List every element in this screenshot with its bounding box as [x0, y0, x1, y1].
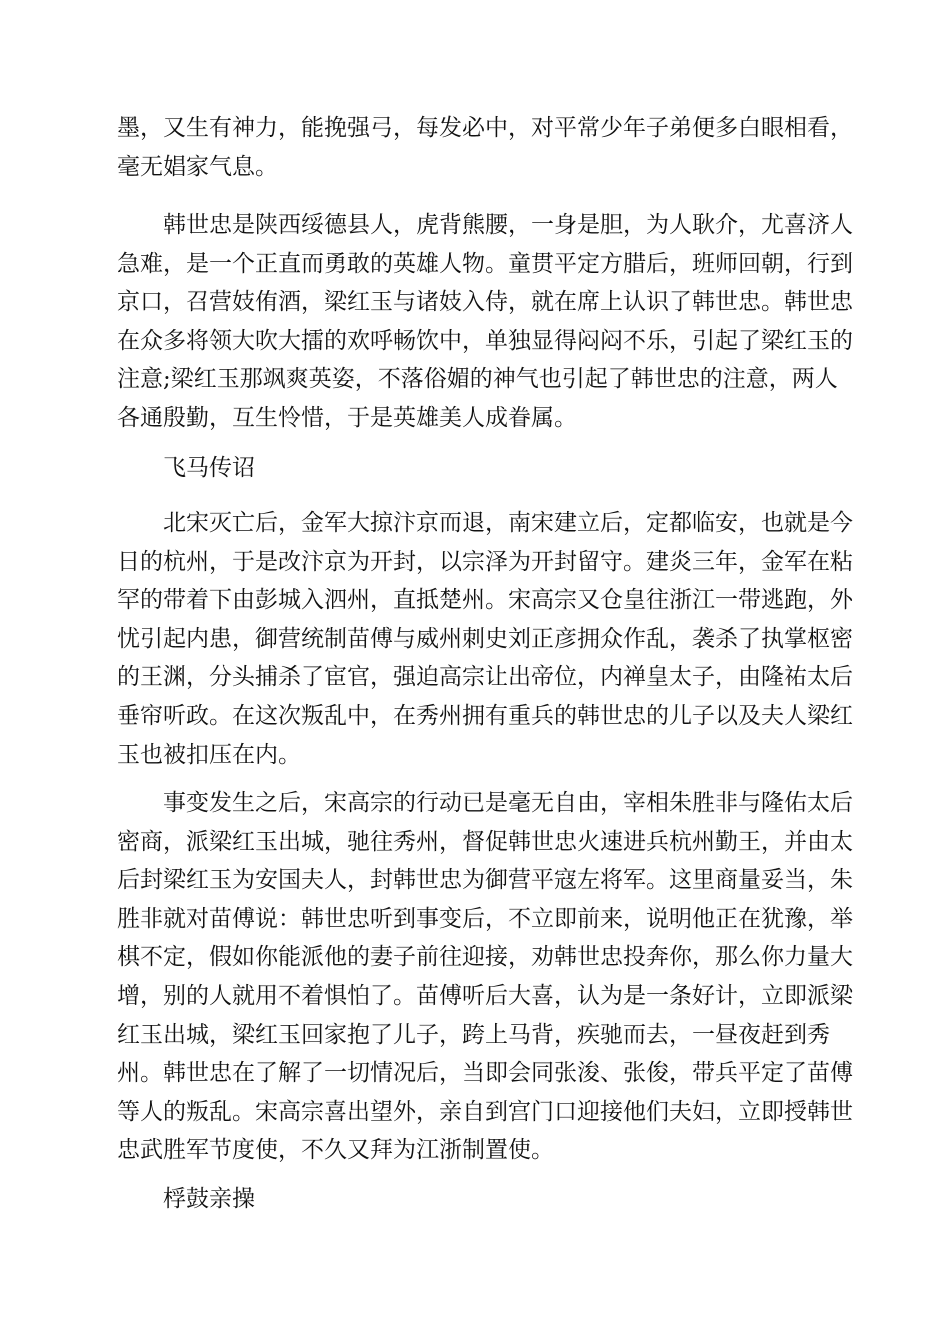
- text-line: 京口，召营妓侑酒，梁红玉与诸妓入侍，就在席上认识了韩世忠。韩世忠: [117, 289, 853, 316]
- text-line: 等人的叛乱。宋高宗喜出望外，亲自到宫门口迎接他们夫妇，立即授韩世: [117, 1098, 853, 1125]
- text-line: 棋不定，假如你能派他的妻子前往迎接，劝韩世忠投奔你，那么你力量大: [117, 944, 853, 971]
- text-line: 红玉出城，梁红玉回家抱了儿子，跨上马背，疾驰而去，一昼夜赶到秀: [117, 1021, 830, 1048]
- text-line: 的王渊，分头捕杀了宦官，强迫高宗让出帝位，内禅皇太子，由隆祐太后: [117, 664, 853, 691]
- text-line: 墨，又生有神力，能挽强弓，每发必中，对平常少年子弟便多白眼相看，: [117, 115, 853, 141]
- text-line: 事变发生之后，宋高宗的行动已是毫无自由，宰相朱胜非与隆佑太后: [117, 790, 853, 816]
- paragraph-northern-song: [117, 504, 853, 774]
- text-line: 毫无娼家气息。: [117, 153, 278, 180]
- text-line: 注意;梁红玉那飒爽英姿，不落俗媚的神气也引起了韩世忠的注意，两人: [117, 366, 838, 393]
- text-line: 韩世忠是陕西绥德县人，虎背熊腰，一身是胆，为人耿介，尤喜济人: [117, 212, 853, 238]
- section-heading: 桴鼓亲操: [163, 1186, 255, 1212]
- text-line: 罕的带着下由彭城入泗州，直抵楚州。宋高宗又仓皇往浙江一带逃跑，外: [117, 587, 853, 614]
- text-line: 州。韩世忠在了解了一切情况后，当即会同张浚、张俊，带兵平定了苗傅: [117, 1060, 853, 1087]
- paragraph-incident: [117, 784, 853, 1170]
- text-line: 急难，是一个正直而勇敢的英雄人物。童贯平定方腊后，班师回朝，行到: [117, 250, 853, 277]
- text-line: 日的杭州，于是改汴京为开封，以宗泽为开封留守。建炎三年，金军在粘: [117, 548, 853, 575]
- text-line: 垂帘听政。在这次叛乱中，在秀州拥有重兵的韩世忠的儿子以及夫人梁红: [117, 702, 853, 729]
- text-line: 后封梁红玉为安国夫人，封韩世忠为御营平寇左将军。这里商量妥当，朱: [117, 867, 853, 894]
- text-line: 忠武胜军节度使，不久又拜为江浙制置使。: [117, 1137, 554, 1164]
- text-line: 各通殷勤，互生怜惜，于是英雄美人成眷属。: [117, 404, 577, 431]
- text-line: 增，别的人就用不着惧怕了。苗傅听后大喜，认为是一条好计，立即派梁: [117, 982, 853, 1009]
- text-line: 忧引起内患，御营统制苗傅与威州刺史刘正彦拥众作乱，袭杀了执掌枢密: [117, 625, 853, 652]
- text-line: 胜非就对苗傅说：韩世忠听到事变后，不立即前来，说明他正在犹豫，举: [117, 905, 853, 932]
- text-line: 密商，派梁红玉出城，驰往秀州，督促韩世忠火速进兵杭州勤王，并由太: [117, 828, 853, 855]
- text-line: 玉也被扣压在内。: [117, 741, 301, 768]
- text-line: 在众多将领大吹大擂的欢呼畅饮中，单独显得闷闷不乐，引起了梁红玉的: [117, 327, 853, 354]
- section-heading: 飞马传诏: [163, 455, 255, 481]
- paragraph-intro: [117, 109, 853, 186]
- paragraph-han-shizhong: [117, 206, 853, 438]
- text-line: 北宋灭亡后，金军大掠汴京而退，南宋建立后，定都临安，也就是今: [117, 510, 853, 536]
